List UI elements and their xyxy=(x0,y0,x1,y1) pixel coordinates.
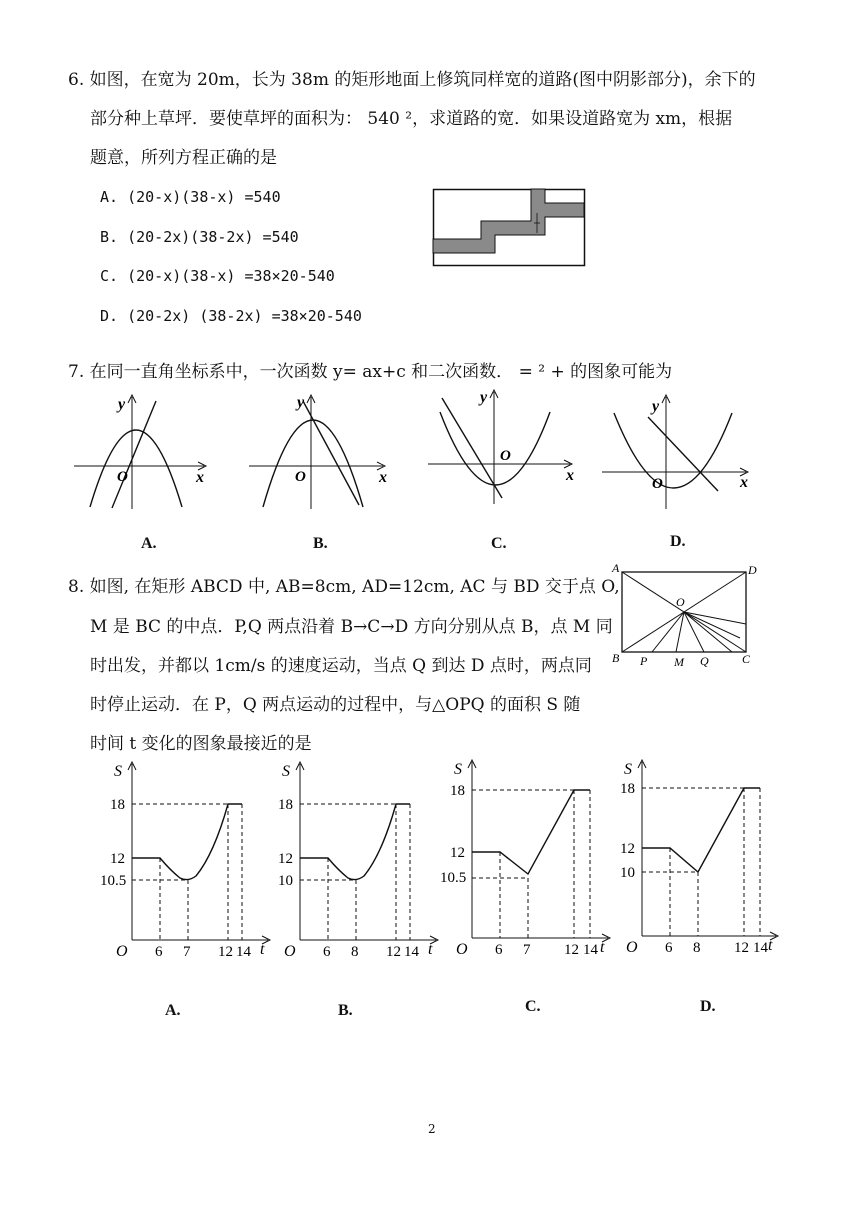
q8-b-axis-t: t xyxy=(428,941,433,958)
q8-label-c: C xyxy=(742,652,751,666)
q8-a-y-12: 12 xyxy=(110,851,125,867)
q8-b-axis-s: S xyxy=(282,763,290,780)
q6-line-3: 题意，所列方程正确的是 xyxy=(90,148,277,168)
q8-caption-a: A. xyxy=(165,1002,181,1019)
q8-caption-b: B. xyxy=(338,1002,353,1019)
q8-rectangle-figure xyxy=(612,562,760,672)
q7-b-axis-y: y xyxy=(297,394,305,411)
q8-c-y-18: 18 xyxy=(450,783,465,799)
page-number: 2 xyxy=(428,1122,436,1136)
q8-d-x-12: 12 xyxy=(734,940,749,956)
q8-b-y-18: 18 xyxy=(278,797,293,813)
q8-graph-a xyxy=(100,760,280,960)
q7-d-origin: O xyxy=(652,476,663,492)
q8-line-1: 8. 如图, 在矩形 ABCD 中, AB=8cm, AD=12cm, AC 与 BD 交于点 O, xyxy=(68,577,620,597)
q8-caption-d: D. xyxy=(700,998,716,1015)
q7-caption-d: D. xyxy=(670,533,686,550)
q6-road-figure xyxy=(433,189,585,267)
q8-graph-b xyxy=(278,760,448,960)
q7-c-axis-x: x xyxy=(566,467,574,484)
q8-d-x-6: 6 xyxy=(665,940,673,956)
q7-caption-c: C. xyxy=(491,535,507,552)
q8-a-x-6: 6 xyxy=(155,944,163,960)
q8-c-axis-t: t xyxy=(600,939,605,956)
q8-line-2: M 是 BC 的中点．P,Q 两点沿着 B→C→D 方向分别从点 B，点 M 同 xyxy=(90,617,613,637)
q8-caption-c: C. xyxy=(525,998,541,1015)
q8-c-x-12: 12 xyxy=(564,942,579,958)
q8-d-origin: O xyxy=(626,939,638,956)
q8-b-x-6: 6 xyxy=(323,944,331,960)
q7-graph-b xyxy=(245,393,390,513)
q8-a-x-7: 7 xyxy=(183,944,191,960)
q8-a-axis-t: t xyxy=(260,941,265,958)
q8-d-x-14: 14 xyxy=(753,940,768,956)
q7-a-origin: O xyxy=(117,469,128,485)
q7-c-axis-y: y xyxy=(480,389,488,406)
q7-caption-b: B. xyxy=(313,535,328,552)
q8-label-b: B xyxy=(612,651,620,665)
q7-a-axis-y: y xyxy=(118,396,126,413)
q8-d-y-12: 12 xyxy=(620,841,635,857)
q8-d-x-8: 8 xyxy=(693,940,701,956)
q8-a-y-18: 18 xyxy=(110,797,125,813)
q6-option-a: A. (20-x)(38-x) =540 xyxy=(100,188,281,206)
q7-b-origin: O xyxy=(295,469,306,485)
q8-d-y-18: 18 xyxy=(620,781,635,797)
q8-c-origin: O xyxy=(456,941,468,958)
q7-a-axis-x: x xyxy=(196,469,204,486)
q8-graph-d xyxy=(620,758,790,958)
q8-c-y-105: 10.5 xyxy=(440,870,467,886)
q8-b-origin: O xyxy=(284,943,296,960)
q7-c-origin: O xyxy=(500,448,511,464)
q8-a-x-12: 12 xyxy=(218,944,233,960)
q8-label-m: M xyxy=(674,655,684,669)
q8-d-axis-t: t xyxy=(768,937,773,954)
q8-b-x-14: 14 xyxy=(404,944,419,960)
q8-a-origin: O xyxy=(116,943,128,960)
q7-graph-a xyxy=(70,393,210,513)
q8-c-x-7: 7 xyxy=(523,942,531,958)
q8-c-x-6: 6 xyxy=(495,942,503,958)
q8-b-y-12: 12 xyxy=(278,851,293,867)
q6-option-d: D. (20-2x) (38-2x) =38×20-540 xyxy=(100,307,362,325)
q8-c-y-12: 12 xyxy=(450,845,465,861)
q7-d-axis-x: x xyxy=(740,474,748,491)
q6-option-b: B. (20-2x)(38-2x) =540 xyxy=(100,228,299,246)
q7-caption-a: A. xyxy=(141,535,157,552)
q8-line-4: 时停止运动．在 P，Q 两点运动的过程中，与△OPQ 的面积 S 随 xyxy=(90,695,581,715)
q8-c-x-14: 14 xyxy=(583,942,598,958)
q8-label-o: O xyxy=(676,595,685,609)
q8-b-x-8: 8 xyxy=(351,944,359,960)
q8-c-axis-s: S xyxy=(454,761,462,778)
q8-a-y-105: 10.5 xyxy=(100,873,127,889)
q8-d-y-10: 10 xyxy=(620,865,635,881)
q8-a-axis-s: S xyxy=(114,763,122,780)
q7-line-1: 7. 在同一直角坐标系中，一次函数 y= ax+c 和二次函数． = ² + 的图象可能为 xyxy=(68,362,673,382)
q8-d-axis-s: S xyxy=(624,761,632,778)
q8-label-p: P xyxy=(640,654,648,668)
q7-graph-c xyxy=(426,388,576,508)
q8-label-a: A xyxy=(612,561,620,575)
q8-line-5: 时间 t 变化的图象最接近的是 xyxy=(90,734,312,754)
q6-line-2: 部分种上草坪．要使草坪的面积为： 540 ²，求道路的宽．如果设道路宽为 xm，根据 xyxy=(90,109,733,129)
q8-b-x-12: 12 xyxy=(386,944,401,960)
q8-graph-c xyxy=(440,758,620,958)
q8-a-x-14: 14 xyxy=(236,944,251,960)
q7-d-axis-y: y xyxy=(652,398,660,415)
q8-label-d: D xyxy=(748,563,757,577)
q7-graph-d xyxy=(600,393,752,513)
q8-b-y-10: 10 xyxy=(278,873,293,889)
q7-b-axis-x: x xyxy=(379,469,387,486)
q6-line-1: 6. 如图，在宽为 20m，长为 38m 的矩形地面上修筑同样宽的道路(图中阴影部分)，余下的 xyxy=(68,70,756,90)
q6-option-c: C. (20-x)(38-x) =38×20-540 xyxy=(100,267,335,285)
q8-line-3: 时出发，并都以 1cm/s 的速度运动，当点 Q 到达 D 点时，两点同 xyxy=(90,656,592,676)
q8-label-q: Q xyxy=(700,654,709,668)
